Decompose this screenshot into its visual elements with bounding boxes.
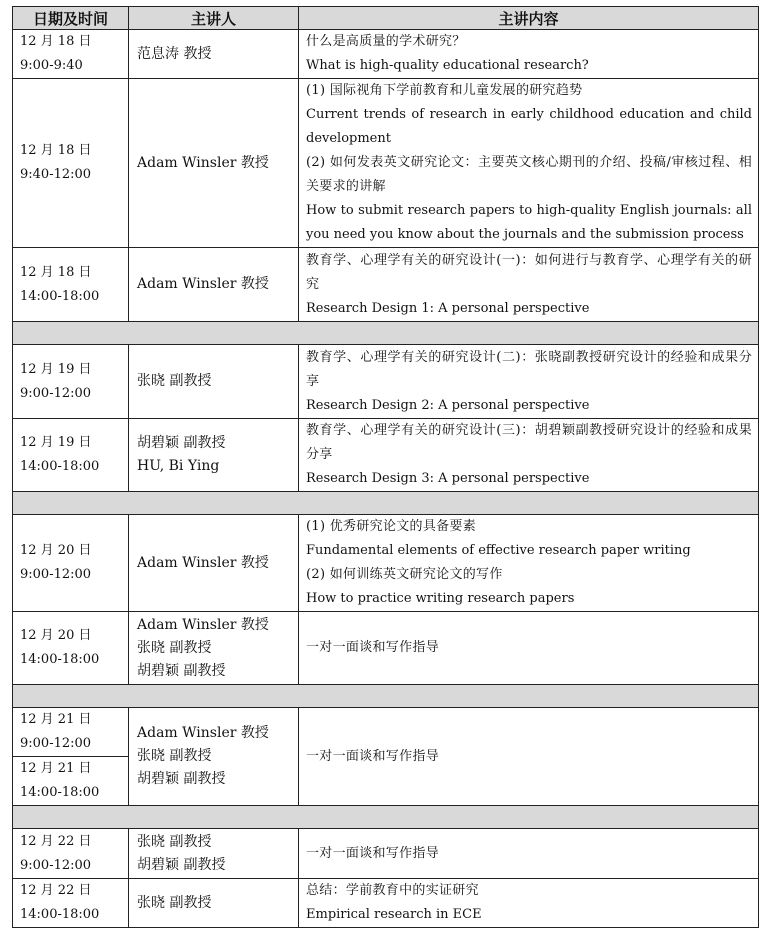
speaker-text: 张晓 副教授 (137, 748, 212, 764)
date-text: 12 月 21 日 (20, 712, 92, 727)
content-line: Empirical research in ECE (306, 907, 482, 922)
content-cell (299, 30, 759, 79)
table-row (13, 879, 759, 928)
speaker-cell (129, 708, 299, 806)
content-line: 一对一面谈和写作指导 (306, 748, 440, 764)
date-text: 12 月 18 日 (20, 34, 92, 49)
time-text: 9:00-12:00 (20, 857, 92, 873)
speaker-text: 胡碧颖 副教授 (137, 662, 226, 679)
speaker-cell (129, 879, 299, 928)
content-line: Research Design 1: A personal perspective (306, 300, 590, 316)
speaker-text: Adam Winsler 教授 (137, 554, 269, 571)
content-cell (299, 79, 759, 248)
table-row (13, 419, 759, 492)
speaker-text: 张晓 副教授 (137, 833, 212, 850)
date-cell (13, 708, 129, 806)
content-line: 什么是高质量的学术研究？ (306, 34, 466, 49)
time-text: 14:00-18:00 (20, 907, 100, 922)
speaker-cell (129, 248, 299, 322)
table-row (13, 515, 759, 612)
time-text: 14:00-18:00 (20, 288, 100, 304)
time-slot (13, 756, 128, 805)
date-text: 12 月 19 日 (20, 435, 92, 450)
date-text: 12 月 18 日 (20, 264, 92, 280)
content-line: 教育学、心理学有关的研究设计(二)：张晓副教授研究设计的经验和成果分享 (306, 349, 752, 389)
date-cell (13, 345, 129, 419)
content-line: Fundamental elements of effective research paper writing (306, 543, 691, 558)
date-text: 12 月 22 日 (20, 833, 92, 849)
speaker-text: 胡碧颖 副教授 (137, 856, 226, 873)
header-speaker: 主讲人 (129, 7, 299, 30)
speaker-cell (129, 829, 299, 879)
content-line: 总结：学前教育中的实证研究 (306, 883, 479, 898)
date-text: 12 月 22 日 (20, 883, 92, 898)
date-text: 12 月 18 日 (20, 143, 92, 158)
date-text: 12 月 20 日 (20, 543, 92, 558)
time-text: 14:00-18:00 (20, 785, 100, 800)
header-date: 日期及时间 (13, 7, 129, 30)
table-row (13, 79, 759, 248)
speaker-text: 胡碧颖 副教授 (137, 435, 226, 451)
speaker-cell (129, 612, 299, 685)
date-cell (13, 30, 129, 79)
speaker-cell (129, 515, 299, 612)
date-cell (13, 612, 129, 685)
content-line: How to practice writing research papers (306, 591, 575, 606)
content-line: (1) 国际视角下学前教育和儿童发展的研究趋势 (306, 83, 583, 98)
table-row (13, 708, 759, 806)
time-text: 9:00-12:00 (20, 736, 92, 751)
speaker-text: 胡碧颖 副教授 (137, 771, 226, 787)
content-cell (299, 708, 759, 806)
content-line: Current trends of research in early childhood education and child development (306, 107, 752, 146)
time-slot (13, 708, 128, 756)
content-cell (299, 612, 759, 685)
speaker-cell (129, 30, 299, 79)
table-row (13, 829, 759, 879)
speaker-cell (129, 345, 299, 419)
speaker-text: 范息涛 教授 (137, 45, 212, 62)
date-text: 12 月 19 日 (20, 361, 92, 377)
table-row (13, 612, 759, 685)
speaker-text: Adam Winsler 教授 (137, 276, 269, 292)
date-cell (13, 879, 129, 928)
content-cell (299, 419, 759, 492)
content-cell (299, 879, 759, 928)
date-cell (13, 79, 129, 248)
time-text: 9:40-12:00 (20, 167, 92, 182)
content-line: (1) 优秀研究论文的具备要素 (306, 519, 477, 534)
content-line: (2) 如何训练英文研究论文的写作 (306, 567, 503, 582)
time-text: 14:00-18:00 (20, 459, 100, 474)
speaker-text: Adam Winsler 教授 (137, 154, 269, 171)
table-row (13, 248, 759, 322)
speaker-text: 张晓 副教授 (137, 373, 212, 389)
separator-row (13, 492, 759, 515)
content-line: 教育学、心理学有关的研究设计(一)：如何进行与教育学、心理学有关的研究 (306, 252, 752, 292)
speaker-text: 张晓 副教授 (137, 894, 212, 911)
content-line: How to submit research papers to high-quality English journals: all you need you know about the journals and the submission process (306, 203, 752, 242)
content-cell (299, 248, 759, 322)
separator-row (13, 806, 759, 829)
content-line: Research Design 2: A personal perspective (306, 397, 590, 413)
date-cell (13, 419, 129, 492)
time-text: 9:00-9:40 (20, 58, 83, 73)
content-line: 一对一面谈和写作指导 (306, 845, 440, 861)
header-row (13, 7, 759, 30)
content-line: (2) 如何发表英文研究论文：主要英文核心期刊的介绍、投稿/审核过程、相关要求的讲解 (306, 155, 752, 194)
date-text: 12 月 20 日 (20, 628, 92, 643)
separator-row (13, 685, 759, 708)
speaker-text: Adam Winsler 教授 (137, 616, 269, 633)
header-content: 主讲内容 (299, 7, 759, 30)
time-text: 9:00-12:00 (20, 567, 92, 582)
time-text: 9:00-12:00 (20, 385, 92, 401)
speaker-cell (129, 79, 299, 248)
separator-row (13, 322, 759, 345)
date-cell (13, 515, 129, 612)
content-cell (299, 515, 759, 612)
content-cell (299, 829, 759, 879)
time-text: 14:00-18:00 (20, 652, 100, 667)
table-row (13, 30, 759, 79)
table-row (13, 345, 759, 419)
date-cell (13, 248, 129, 322)
speaker-text: 张晓 副教授 (137, 639, 212, 656)
content-line: 一对一面谈和写作指导 (306, 640, 440, 655)
speaker-cell (129, 419, 299, 492)
content-line: 教育学、心理学有关的研究设计(三)：胡碧颖副教授研究设计的经验和成果分享 (306, 423, 752, 462)
date-text: 12 月 21 日 (20, 761, 92, 776)
content-cell (299, 345, 759, 419)
date-cell (13, 829, 129, 879)
content-line: Research Design 3: A personal perspective (306, 471, 590, 486)
schedule-table (12, 6, 759, 928)
content-line: What is high-quality educational research? (306, 58, 589, 73)
speaker-text: Adam Winsler 教授 (137, 725, 269, 741)
speaker-text: HU, Bi Ying (137, 458, 220, 474)
